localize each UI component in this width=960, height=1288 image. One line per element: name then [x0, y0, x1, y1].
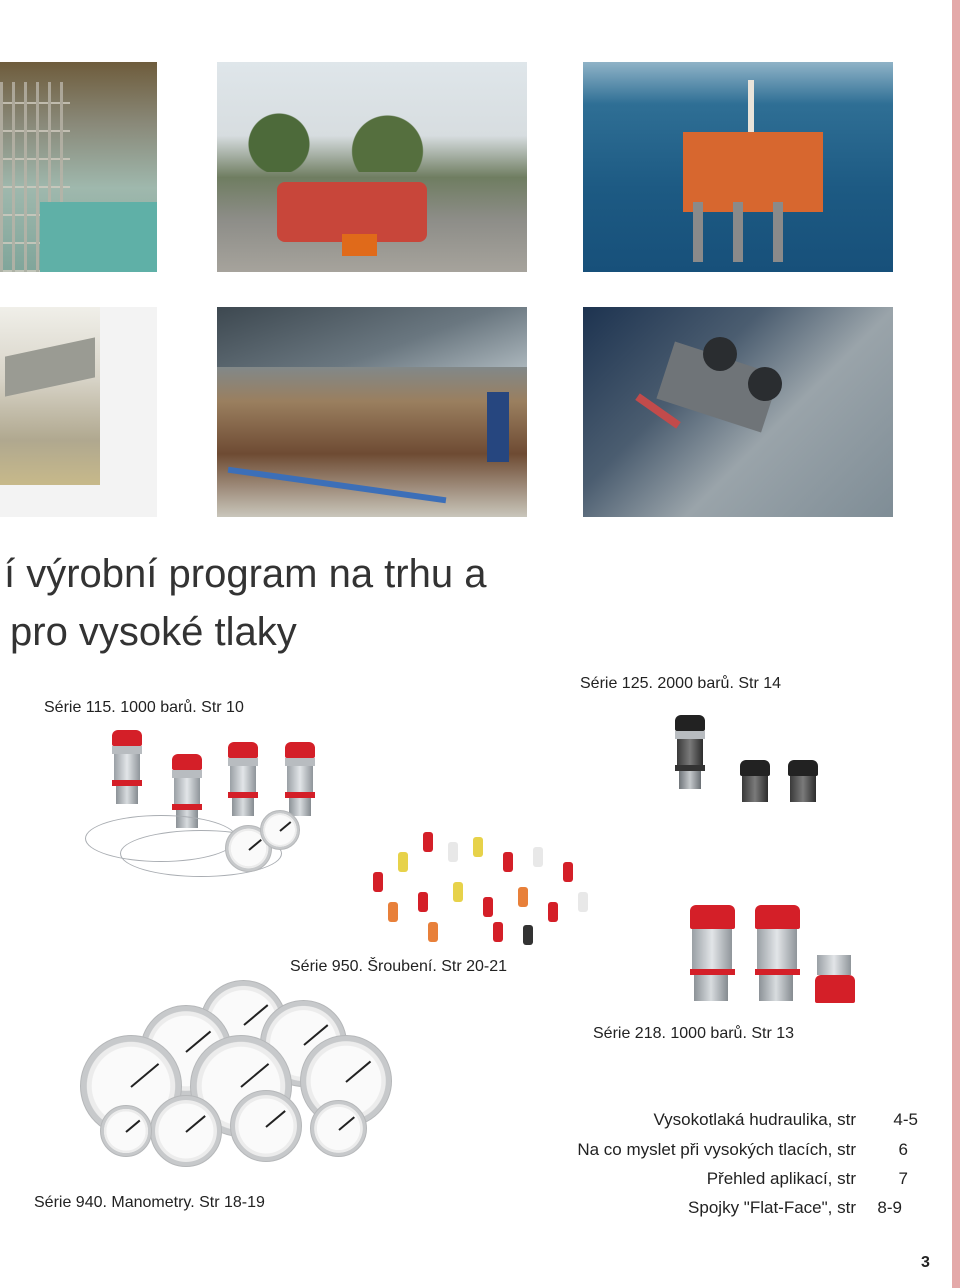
label-series-218: Série 218. 1000 barů. Str 13 — [593, 1025, 795, 1042]
product-image-series-218 — [680, 900, 870, 1010]
pressure-gauge — [310, 1100, 367, 1157]
fitting-950 — [503, 852, 513, 872]
photo-tool-bolt — [703, 337, 737, 371]
fitting-950 — [473, 837, 483, 857]
photo-bridge-lifting — [217, 307, 527, 517]
product-image-series-950 — [363, 822, 606, 950]
label-series-115: Série 115. 1000 barů. Str 10 — [44, 699, 244, 716]
pressure-gauge — [100, 1105, 152, 1157]
fitting-950 — [523, 925, 533, 945]
coupler-218-2 — [755, 905, 800, 1001]
fitting-950 — [493, 922, 503, 942]
photo-aircraft-hangar — [0, 307, 100, 485]
toc-page-2: 6 — [898, 1140, 908, 1159]
fitting-950 — [548, 902, 558, 922]
fitting-950 — [373, 872, 383, 892]
photo-rig-tower — [748, 80, 754, 140]
toc-page-1: 4-5 — [893, 1110, 918, 1129]
photo-factory-hall — [0, 62, 157, 272]
photo-rescue-trees — [217, 102, 527, 172]
fitting-950 — [483, 897, 493, 917]
pressure-gauge — [150, 1095, 222, 1167]
photo-bridge-beam — [217, 307, 527, 367]
photo-factory-floor — [40, 202, 157, 272]
product-image-series-115 — [80, 730, 340, 890]
coupler-125-2 — [740, 760, 770, 802]
label-series-950: Série 950. Šroubení. Str 20-21 — [290, 958, 508, 975]
label-series-940: Série 940. Manometry. Str 18-19 — [34, 1194, 265, 1211]
page-edge-strip — [952, 0, 960, 1288]
photo-torque-tool — [583, 307, 893, 517]
photo-aircraft-jet — [5, 337, 95, 396]
coupler-125-1 — [675, 715, 705, 789]
coupler-125-3 — [788, 760, 818, 802]
coupler-218-1 — [690, 905, 735, 1001]
fitting-950 — [388, 902, 398, 922]
toc-title-4: Spojky "Flat-Face", str — [688, 1198, 856, 1217]
fitting-950 — [418, 892, 428, 912]
photo-bridge-worker — [487, 392, 509, 462]
label-series-125: Série 125. 2000 barů. Str 14 — [580, 675, 782, 692]
coupler-115-4 — [285, 742, 315, 816]
fitting-950 — [448, 842, 458, 862]
photo-rig-legs — [693, 202, 813, 262]
dust-plug-115 — [260, 810, 300, 850]
photo-rescue-operation — [217, 62, 527, 272]
toc-page-4: 8-9 — [877, 1198, 902, 1217]
fitting-950 — [428, 922, 438, 942]
fitting-950 — [578, 892, 588, 912]
coupler-115-3 — [228, 742, 258, 816]
page-number: 3 — [921, 1254, 930, 1271]
coupler-218-3 — [815, 955, 855, 1003]
photo-tool-bolt-2 — [748, 367, 782, 401]
photo-rescue-pump — [342, 234, 377, 256]
photo-bridge-hose — [228, 467, 447, 504]
fitting-950 — [533, 847, 543, 867]
photo-rescue-car — [277, 182, 427, 242]
fitting-950 — [398, 852, 408, 872]
headline-line-1: í výrobní program na trhu a — [4, 552, 487, 596]
fitting-950 — [518, 887, 528, 907]
photo-rig-deck — [683, 132, 823, 212]
photo-oil-platform — [583, 62, 893, 272]
fitting-950 — [563, 862, 573, 882]
fitting-950 — [423, 832, 433, 852]
toc-title-3: Přehled aplikací, str — [706, 1169, 856, 1188]
pressure-gauge — [230, 1090, 302, 1162]
headline-line-2: pro vysoké tlaky — [10, 610, 297, 654]
coupler-115-1 — [112, 730, 142, 804]
fitting-950 — [453, 882, 463, 902]
toc-title-2: Na co myslet při vysokých tlacích, str — [577, 1140, 856, 1159]
product-image-series-940 — [60, 975, 400, 1195]
toc-page-3: 7 — [898, 1169, 908, 1188]
toc-title-1: Vysokotlaká hudraulika, str — [653, 1110, 856, 1129]
product-image-series-125 — [660, 715, 860, 825]
